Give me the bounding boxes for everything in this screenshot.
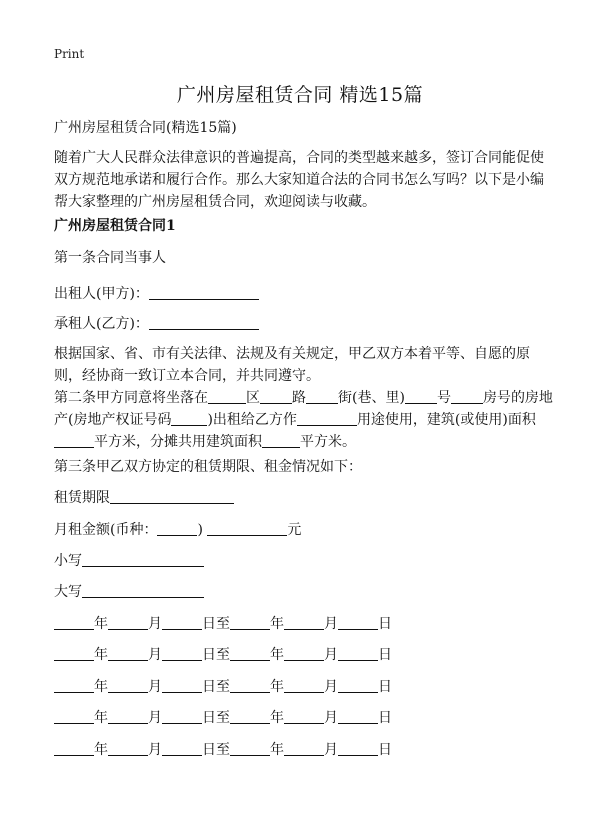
year-label: 年 [94,679,108,695]
district-label: 区 [246,390,260,406]
day-to-label: 日至 [202,616,230,632]
lower-blank[interactable] [82,552,204,567]
end-month-blank[interactable] [284,646,324,661]
end-day-blank[interactable] [338,615,378,630]
article-2-part6: 平方米。 [300,434,356,450]
start-year-blank[interactable] [54,646,94,661]
year-label: 年 [94,742,108,758]
month-label: 月 [148,679,162,695]
day-label: 日 [378,616,392,632]
day-to-label: 日至 [202,710,230,726]
article-3: 第三条甲乙双方协定的租赁期限、租金情况如下： [54,459,362,475]
end-year-blank[interactable] [230,709,270,724]
year-label: 年 [94,616,108,632]
day-to-label: 日至 [202,647,230,663]
rent-close: ) [197,522,203,538]
end-day-blank[interactable] [338,678,378,693]
rent-unit: 元 [287,522,302,538]
month-label: 月 [148,710,162,726]
number-label: 号 [436,390,451,406]
year-label: 年 [270,710,284,726]
month-label: 月 [148,647,162,663]
month-label: 月 [324,616,338,632]
end-day-blank[interactable] [338,741,378,756]
currency-blank[interactable] [157,521,197,536]
article-2 [54,387,556,453]
year-label: 年 [270,647,284,663]
term-blank[interactable] [110,489,234,504]
article-2-part2: 的房地产(房地产权证号码 [54,390,553,428]
day-label: 日 [378,647,392,663]
end-year-blank[interactable] [230,741,270,756]
road-blank[interactable] [260,389,292,404]
end-month-blank[interactable] [284,741,324,756]
area-blank[interactable] [54,433,94,448]
number-blank[interactable] [405,389,437,404]
year-label: 年 [270,742,284,758]
street-label: 街(巷、里) [338,390,405,406]
month-label: 月 [324,679,338,695]
start-day-blank[interactable] [162,646,202,661]
article-2-part5: 平方米，分摊共用建筑面积 [94,434,262,450]
lessee-blank[interactable] [149,315,259,330]
end-day-blank[interactable] [338,646,378,661]
day-label: 日 [378,679,392,695]
month-label: 月 [148,742,162,758]
year-label: 年 [94,647,108,663]
lessee-label: 承租人(乙方)： [54,316,149,332]
lower-line [54,550,204,572]
month-label: 月 [148,616,162,632]
intro-paragraph: 随着广大人民群众法律意识的普遍提高，合同的类型越来越多，签订合同能促使双方规范地承诺和履行合作。那么大家知道合法的合同书怎么写吗？以下是小编帮大家整理的广州房屋租赁合同，欢迎阅读与收藏。 [54,150,544,210]
contract-heading: 广州房屋租赁合同1 [54,218,176,234]
upper-blank[interactable] [82,583,204,598]
end-year-blank[interactable] [230,678,270,693]
end-month-blank[interactable] [284,709,324,724]
road-label: 路 [292,390,306,406]
month-label: 月 [324,742,338,758]
start-month-blank[interactable] [108,741,148,756]
year-label: 年 [270,679,284,695]
date-row [54,739,392,761]
start-year-blank[interactable] [54,678,94,693]
end-month-blank[interactable] [284,615,324,630]
rent-amount-blank[interactable] [207,521,287,536]
end-year-blank[interactable] [230,646,270,661]
room-blank[interactable] [451,389,483,404]
article-2-part3: )出租给乙方作 [207,412,297,428]
article-2-part4: 用途使用，建筑(或使用)面积 [356,412,536,428]
document-subtitle: 广州房屋租赁合同(精选15篇) [54,120,237,136]
start-day-blank[interactable] [162,741,202,756]
document-title: 广州房屋租赁合同 精选15篇 [176,84,424,106]
day-label: 日 [378,710,392,726]
start-day-blank[interactable] [162,615,202,630]
day-to-label: 日至 [202,679,230,695]
upper-line [54,581,204,603]
lessor-blank[interactable] [149,285,259,300]
end-month-blank[interactable] [284,678,324,693]
day-label: 日 [378,742,392,758]
article-1: 第一条合同当事人 [54,250,166,266]
article-2-part1: 第二条甲方同意将坐落在 [54,390,208,406]
term-label: 租赁期限 [54,490,110,506]
start-day-blank[interactable] [162,678,202,693]
start-month-blank[interactable] [108,646,148,661]
term-line [54,487,234,509]
room-label: 房号 [482,390,511,406]
start-day-blank[interactable] [162,709,202,724]
rent-label: 月租金额(币种： [54,522,158,538]
basis-paragraph: 根据国家、省、市有关法律、法规及有关规定，甲乙双方本着平等、自愿的原则，经协商一致订立本合同，并共同遵守。 [54,346,530,384]
date-row [54,613,392,635]
day-to-label: 日至 [202,742,230,758]
shared-area-blank[interactable] [262,433,300,448]
start-month-blank[interactable] [108,678,148,693]
certificate-blank[interactable] [171,411,207,426]
lessee-line [54,313,259,335]
district-blank[interactable] [208,389,246,404]
year-label: 年 [270,616,284,632]
print-link[interactable]: Print [54,47,85,61]
upper-label: 大写 [54,584,82,600]
lessor-label: 出租人(甲方)： [54,286,149,302]
lessor-line [54,283,259,305]
year-label: 年 [94,710,108,726]
start-year-blank[interactable] [54,709,94,724]
date-row [54,676,392,698]
start-month-blank[interactable] [108,709,148,724]
end-year-blank[interactable] [230,615,270,630]
start-year-blank[interactable] [54,741,94,756]
start-year-blank[interactable] [54,615,94,630]
month-label: 月 [324,710,338,726]
date-row [54,644,392,666]
rent-line [54,519,301,541]
end-day-blank[interactable] [338,709,378,724]
date-row [54,707,392,729]
start-month-blank[interactable] [108,615,148,630]
month-label: 月 [324,647,338,663]
lower-label: 小写 [54,553,82,569]
street-blank[interactable] [306,389,338,404]
usage-blank[interactable] [297,411,357,426]
